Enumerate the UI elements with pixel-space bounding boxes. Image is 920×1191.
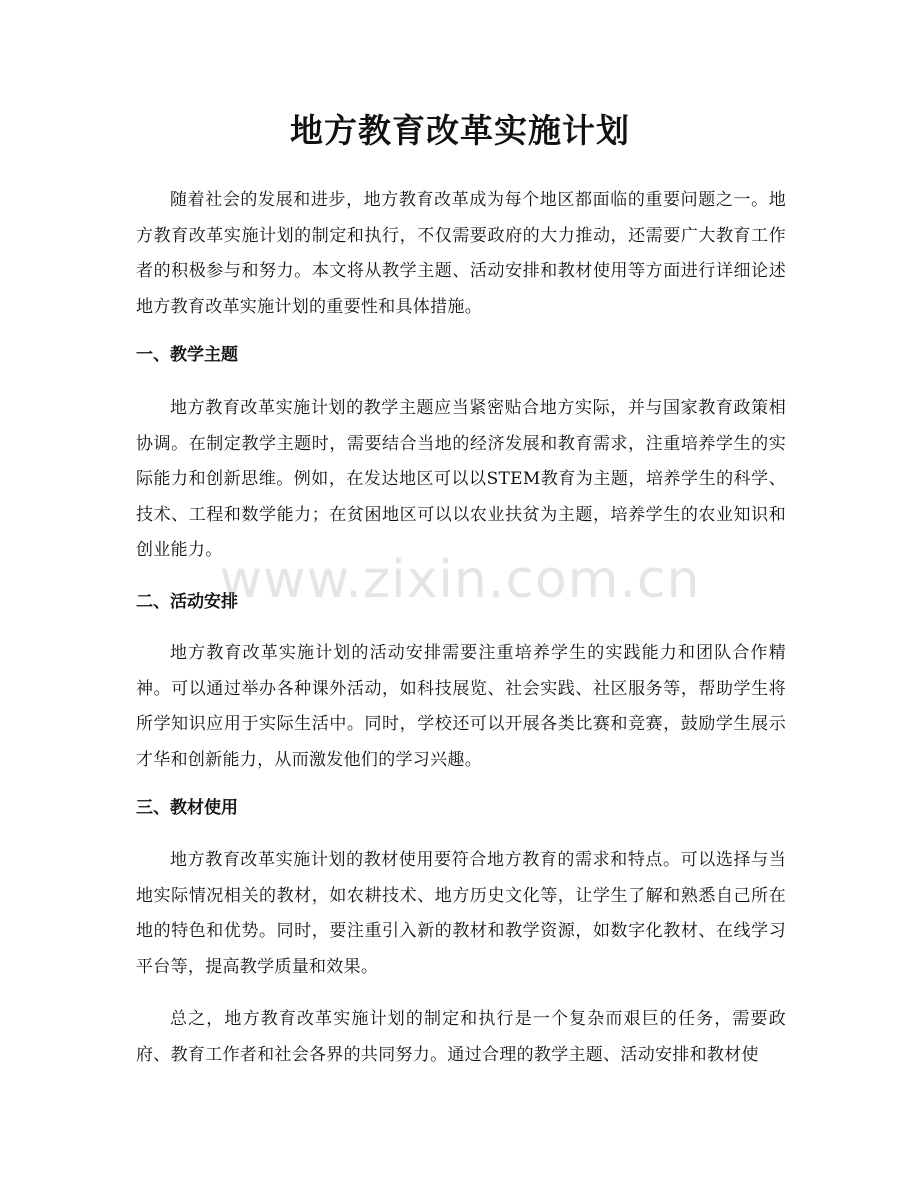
section-heading-materials: 三、教材使用 xyxy=(136,798,238,818)
watermark: www.zixin.com.cn xyxy=(219,550,701,610)
conclusion-paragraph: 总之，地方教育改革实施计划的制定和执行是一个复杂而艰巨的任务，需要政府、教育工作者和社会各界的共同努力。通过合理的教学主题、活动安排和教材使 xyxy=(136,1009,786,1065)
section-heading-activities: 二、活动安排 xyxy=(136,592,238,612)
section-body-materials: 地方教育改革实施计划的教材使用要符合地方教育的需求和特点。可以选择与当地实际情况相关的教材，如农耕技术、地方历史文化等，让学生了解和熟悉自己所在地的特色和优势。同时，要注重引入新的教材和教学资源，如数字化教材、在线学习平台等，提高教学质量和效果。 xyxy=(136,850,786,977)
document-title: 地方教育改革实施计划 xyxy=(290,111,630,150)
section-body-activities: 地方教育改革实施计划的活动安排需要注重培养学生的实践能力和团队合作精神。可以通过举办各种课外活动，如科技展览、社会实践、社区服务等，帮助学生将所学知识应用于实际生活中。同时，学校还可以开展各类比赛和竞赛，鼓励学生展示才华和创新能力，从而激发他们的学习兴趣。 xyxy=(136,643,786,770)
intro-paragraph: 随着社会的发展和进步，地方教育改革成为每个地区都面临的重要问题之一。地方教育改革实施计划的制定和执行，不仅需要政府的大力推动，还需要广大教育工作者的积极参与和努力。本文将从教学主题、活动安排和教材使用等方面进行详细论述地方教育改革实施计划的重要性和具体措施。 xyxy=(136,190,786,317)
section-body-teaching-theme: 地方教育改革实施计划的教学主题应当紧密贴合地方实际，并与国家教育政策相协调。在制定教学主题时，需要结合当地的经济发展和教育需求，注重培养学生的实际能力和创新思维。例如，在发达地区可以以STEM教育为主题，培养学生的科学、技术、工程和数学能力；在贫困地区可以以农业扶贫为主题，培养学生的农业知识和创业能力。 xyxy=(136,398,786,560)
section-heading-teaching-theme: 一、教学主题 xyxy=(136,345,238,365)
